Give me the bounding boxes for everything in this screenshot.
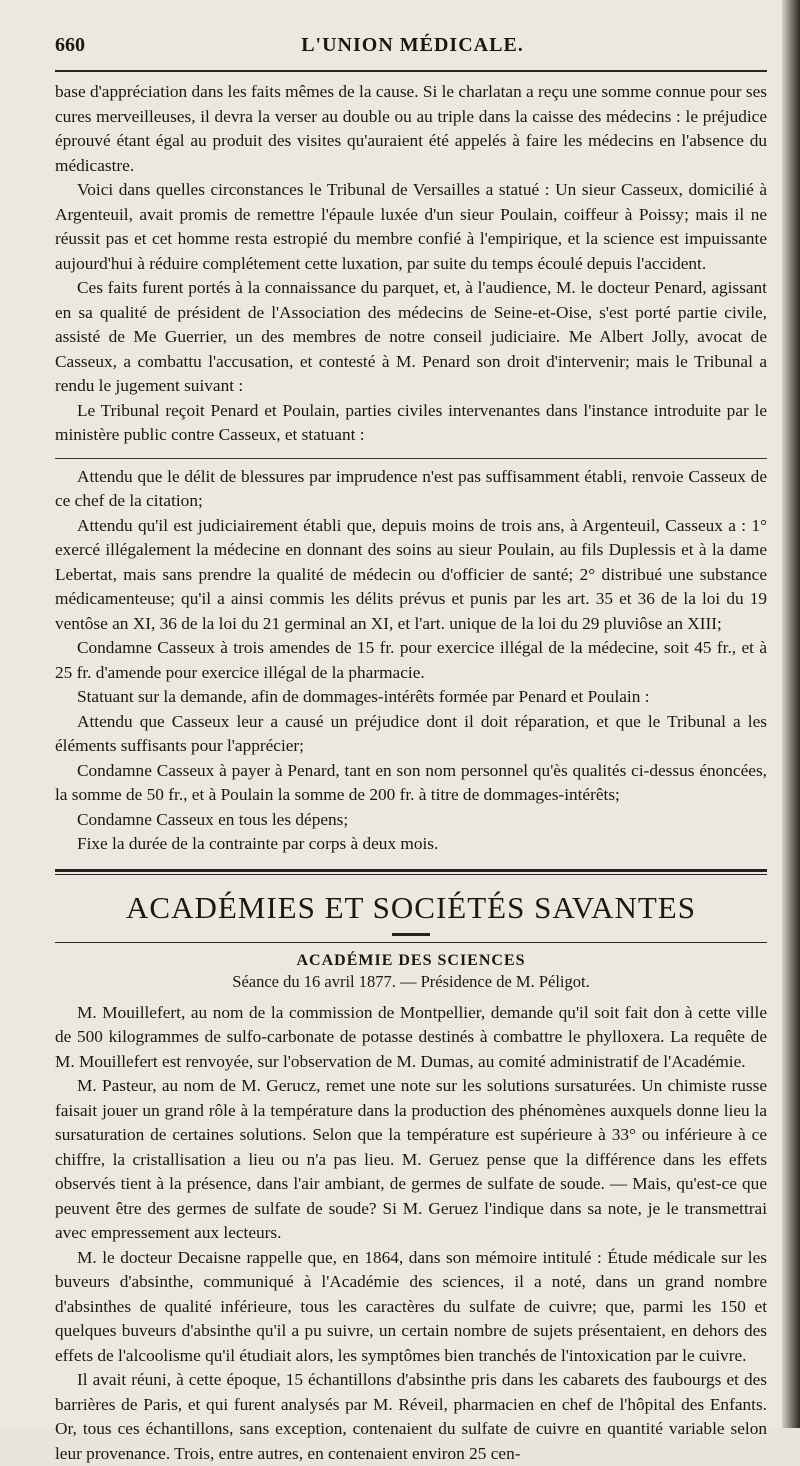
body-text <box>55 80 767 1466</box>
session-line: Séance du 16 avril 1877. — Présidence de M. Péligot. <box>232 971 590 991</box>
judgment-paragraph: Condamne Casseux en tous les dépens; <box>77 809 349 829</box>
book-spine-shadow <box>782 0 800 1428</box>
paragraph: M. Mouillefert, au nom de la commission de Montpellier, demande qu'il soit fait don à cette ville de 500 kilogrammes de sulfo-carbonate de potasse destinés à combattre le phylloxera. La requête de M. Mouillefert est renvoyée, sur l'observation de M. Dumas, au comité administratif de l'Académie. <box>55 1002 767 1071</box>
running-title: L'UNION MÉDICALE. <box>301 34 524 56</box>
paragraph: M. le docteur Decaisne rappelle que, en 1864, dans son mémoire intitulé : Étude médicale sur les buveurs d'absinthe, communiqué à l'Académie des sciences, il a noté, dans un grand nombre d'absinthes de qualité inférieure, tous les caractères du sulfate de cuivre; que, parmi les 150 et quelques buveurs d'absinthe qu'il a pu suivre, un certain nombre de sujets présentaient, en dehors des effets de l'alcoolisme qu'il étudiait alors, les symptômes bien tranchés de l'intoxication par le cuivre. <box>55 1247 767 1365</box>
section-double-rule <box>55 869 767 875</box>
paragraph: Le Tribunal reçoit Penard et Poulain, parties civiles intervenantes dans l'instance introduite par le ministère public contre Casseux, et statuant : <box>55 400 767 444</box>
title-rule <box>55 942 767 943</box>
judgment-paragraph: Attendu que Casseux leur a causé un préjudice dont il doit réparation, et que le Tribunal a les éléments suffisants pour l'apprécier; <box>55 711 767 755</box>
judgment-paragraph: Condamne Casseux à payer à Penard, tant en son nom personnel qu'ès qualités ci-dessus énoncées, la somme de 50 fr., et à Poulain la somme de 200 fr. à titre de dommages-intérêts; <box>55 760 767 804</box>
paragraph: M. Pasteur, au nom de M. Gerucz, remet une note sur les solutions sursaturées. Un chimiste russe faisait jouer un grand rôle à la température dans la production des phénomènes auxquels donne lieu la sursaturation de certaines solutions. Selon que la température est supérieure à 33° ou inférieure à ce chiffre, la cristallisation a lieu ou n'a pas lieu. M. Geruez pense que la différence dans les effets observés tient à la présence, dans l'air ambiant, de germes de sulfate de soude. — Mais, qu'est-ce que peuvent être des germes de sulfate de soude? Si M. Geruez l'indique dans sa note, je le transmettrai avec empressement aux lecteurs. <box>55 1076 767 1242</box>
separator-rule <box>55 458 767 459</box>
judgment-paragraph: Statuant sur la demande, afin de dommages-intérêts formée par Penard et Poulain : <box>77 687 650 706</box>
paragraph: Ces faits furent portés à la connaissance du parquet, et, à l'audience, M. le docteur Penard, agissant en sa qualité de président de l'Association des médecins de Seine-et-Oise, s'est porté partie civile, assisté de Me Guerrier, un des membres de notre conseil judiciaire. Me Albert Jolly, avocat de Casseux, a combattu l'accusation, et contesté à M. Penard son droit d'intervenir; mais le Tribunal a rendu le jugement suivant : <box>55 278 767 395</box>
section-subtitle: ACADÉMIE DES SCIENCES <box>296 951 526 969</box>
judgment-paragraph: Fixe la durée de la contrainte par corps à deux mois. <box>77 834 439 853</box>
page-header <box>55 30 770 64</box>
paragraph: Il avait réuni, à cette époque, 15 échantillons d'absinthe pris dans les cabarets des faubourgs et des barrières de Paris, et qui furent analysés par M. Réveil, pharmacien en chef de l'hôpital des Enfants. Or, tous ces échantillons, sans exception, contenaient du sulfate de cuivre en quantité variable selon leur provenance. Trois, entre autres, en contenaient environ 25 cen- <box>55 1370 767 1463</box>
section-title: ACADÉMIES ET SOCIÉTÉS SAVANTES <box>126 889 696 925</box>
header-rule <box>55 70 767 72</box>
judgment-paragraph: Attendu que le délit de blessures par imprudence n'est pas suffisamment établi, renvoie Casseux de ce chef de la citation; <box>55 466 767 510</box>
page-number: 660 <box>55 34 85 56</box>
paragraph: Voici dans quelles circonstances le Tribunal de Versailles a statué : Un sieur Casseux, domicilié à Argenteuil, avait promis de remettre l'épaule luxée d'un sieur Poulain, coiffeur à Poissy; mais il ne réussit pas et cet homme resta estropié du membre confié à l'empirique, et la science est impuissante aujourd'hui à réduire complétement cette luxation, par suite du temps écoulé depuis l'accident. <box>55 180 767 273</box>
judgment-paragraph: Condamne Casseux à trois amendes de 15 fr. pour exercice illégal de la médecine, soit 45 fr., et à 25 fr. d'amende pour exercice illégal de la pharmacie. <box>55 638 767 682</box>
title-ornament-rule <box>392 933 430 936</box>
judgment-paragraph: Attendu qu'il est judiciairement établi que, depuis moins de trois ans, à Argenteuil, Casseux a : 1° exercé illégalement la médecine en donnant des soins au sieur Poulain, au fils Duplessis et à la dame Lebertat, mais sans prendre la qualité de médecin ou d'officier de santé; 2° distribué une substance médicamenteuse; qu'il a ainsi commis les délits prévus et punis par les art. 35 et 36 de la loi du 19 ventôse an XI, 36 de la loi du 21 germinal an XI, et l'art. unique de la loi du 29 pluviôse an XIII; <box>55 515 767 633</box>
paragraph: base d'appréciation dans les faits mêmes de la cause. Si le charlatan a reçu une somme connue pour ses cures merveilleuses, il devra la verser au double ou au triple dans la caisse des médecins : le préjudice éprouvé étant égal au produit des visites qu'auraient été appelés à faire les médecins en l'absence du médicastre. <box>55 82 767 175</box>
